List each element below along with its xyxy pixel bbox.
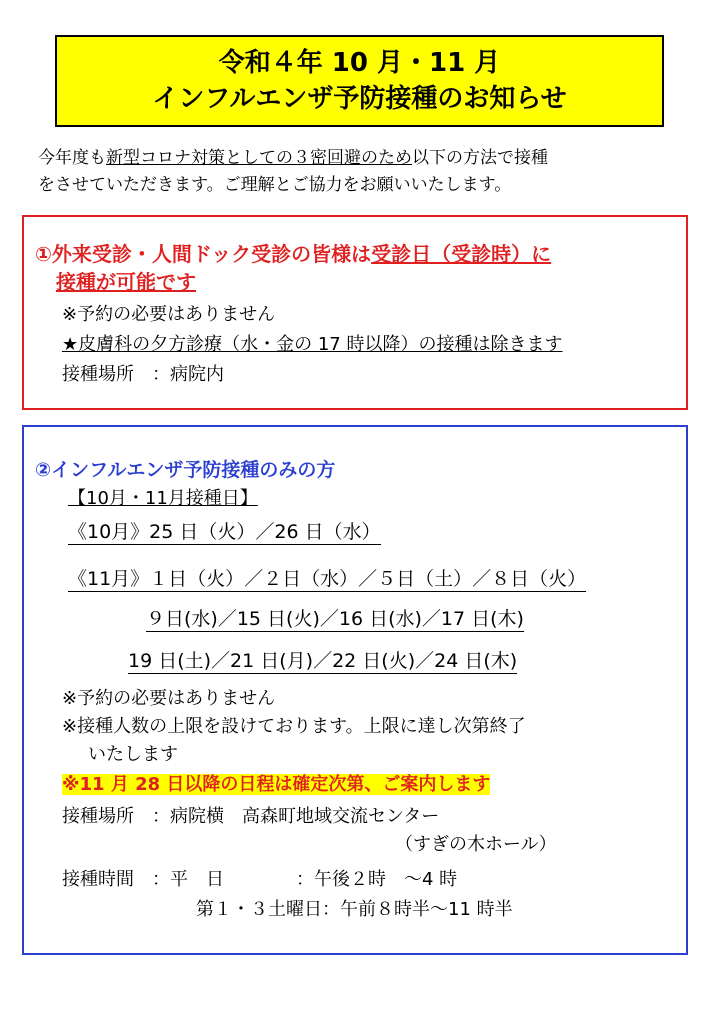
section2-notice [62,770,490,796]
section1-place: 接種場所 ：病院内 [62,364,224,385]
section2-place-2: （すぎの木ホール） [395,834,557,855]
schedule-nov-2 [146,604,524,631]
title-line-2: インフルエンザ予防接種のお知らせ [152,84,567,114]
schedule-oct [68,517,381,544]
section2-place: 接種場所 ：病院横 高森町地域交流センター [62,806,440,827]
schedule-subhead: 【10月・11月接種日】 [68,488,258,509]
section2-heading: ②インフルエンザ予防接種のみの方 [35,459,336,481]
section1-heading-underlined: 受診日（受診時）に [371,242,552,266]
section1-note-1: ※予約の必要はありません [62,304,276,325]
title-line-1: 令和４年 10 月・11 月 [218,48,501,78]
schedule-nov-3 [128,646,517,673]
intro-line-1 [38,145,548,172]
section2-note-2: ※接種人数の上限を設けております。上限に達し次第終了 [62,716,526,737]
schedule-oct-text: 《10月》25 日（火）／26 日（水） [68,521,381,543]
section2-note-1: ※予約の必要はありません [62,688,276,709]
section2-time-2: 第１・３土曜日：午前８時半～11 時半 [196,899,513,920]
intro-line-1-b: 以下の方法で接種 [412,148,548,168]
intro-line-1-a: 今年度も [38,148,106,168]
title-box [55,35,664,127]
intro-text [38,145,548,199]
schedule-nov-2-text: ９日(水)／15 日(火)／16 日(水)／17 日(木) [146,608,524,630]
section1-note-2: ★皮膚科の夕方診療（水・金の 17 時以降）の接種は除きます [62,334,563,355]
section1-heading [35,238,551,267]
intro-line-1-underlined: 新型コロナ対策としての３密回避のため [106,148,412,168]
section1-heading-a: ①外来受診・人間ドック受診の皆様は [35,242,372,266]
section2-notice-text: ※11 月 28 日以降の日程は確定次第、ご案内します [62,774,491,795]
section2-time-1: 接種時間 ：平 日 ：午後２時 ～4 時 [62,869,458,890]
schedule-nov-1 [68,564,586,591]
schedule-nov-3-text: 19 日(土)／21 日(月)／22 日(火)／24 日(木) [128,650,518,672]
intro-line-2: をさせていただきます。ご理解とご協力をお願いいたします。 [38,175,512,195]
section1-heading-line2: 接種が可能です [56,270,196,294]
section2-note-2b: いたします [88,744,178,765]
schedule-nov-1-text: 《11月》１日（火）／２日（水）／５日（土）／８日（火） [68,568,587,590]
